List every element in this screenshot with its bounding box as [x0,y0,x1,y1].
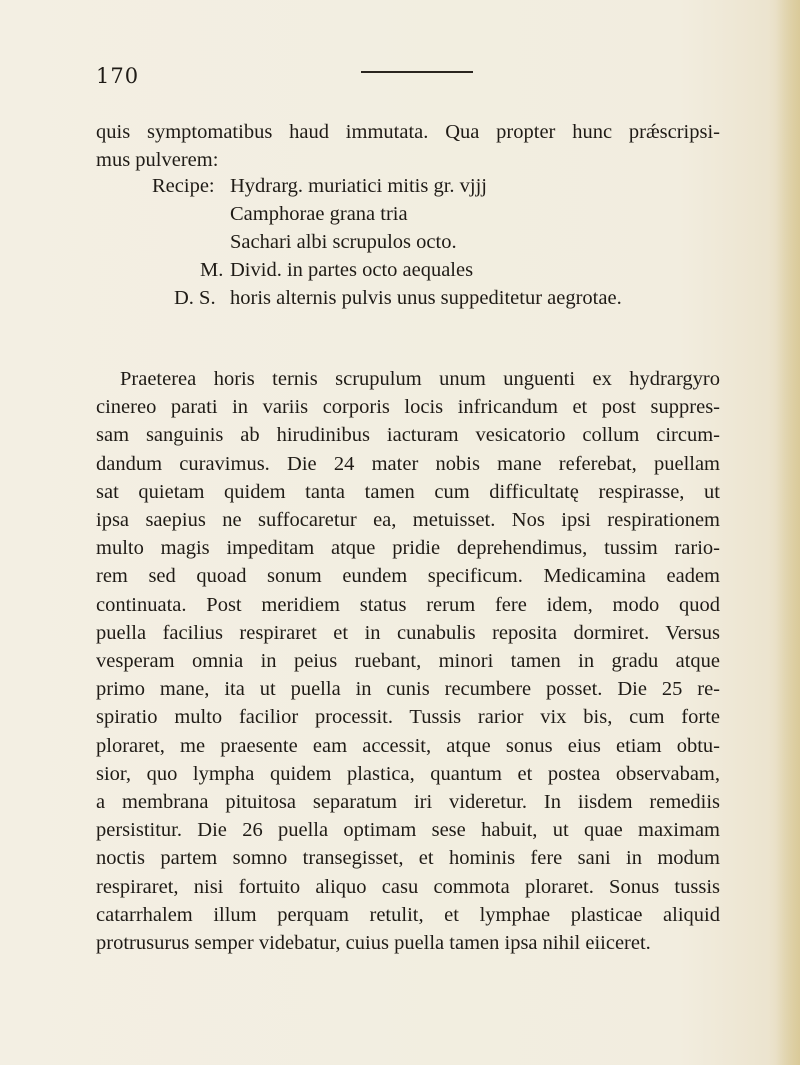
prescription-label: M. [200,259,224,281]
body-line: catarrhalem illum perquam retulit, et lymphae plasticae aliquid [96,903,720,926]
body-line: puella facilius respiraret et in cunabulis reposita dormiret. Versus [96,621,720,644]
header-rule [361,71,473,73]
prescription-text: Camphorae grana tria [230,203,408,225]
prescription-label: D. S. [174,287,216,309]
body-line: noctis partem somno transegisset, et hominis fere sani in modum [96,847,720,870]
intro-line: quis symptomatibus haud immutata. Qua propter hunc prǽscripsi- [96,121,720,143]
intro-line: mus pulverem: [96,149,219,171]
body-line: continuata. Post meridiem status rerum fere idem, modo quod [96,593,720,616]
prescription-text: horis alternis pulvis unus suppeditetur aegrotae. [230,287,622,309]
body-line: ipsa saepius ne suffocaretur ea, metuisset. Nos ipsi respirationem [96,509,720,532]
body-line: sam sanguinis ab hirudinibus iacturam vesicatorio collum circum- [96,424,720,447]
body-line: rem sed quoad sonum eundem specificum. Medicamina eadem [96,565,720,588]
body-line: persistitur. Die 26 puella optimam sese habuit, ut quae maximam [96,819,720,842]
body-line: ploraret, me praesente eam accessit, atque sonus eius etiam obtu- [96,734,720,757]
body-line: spiratio multo facilior processit. Tussis rarior vix bis, cum forte [96,706,720,729]
prescription-text: Sachari albi scrupulos octo. [230,231,457,253]
body-line: dandum curavimus. Die 24 mater nobis mane referebat, puellam [96,452,720,475]
prescription-text: Hydrarg. muriatici mitis gr. vjjj [230,175,487,197]
page-edge-shadow [776,0,800,1065]
body-paragraph [96,365,720,957]
body-line: primo mane, ita ut puella in cunis recumbere posset. Die 25 re- [96,678,720,701]
prescription-text: Divid. in partes octo aequales [230,259,474,281]
body-line: vesperam omnia in peius ruebant, minori tamen in gradu atque [96,650,720,673]
body-line: Praeterea horis ternis scrupulum unum unguenti ex hydrargyro [120,368,720,390]
intro-paragraph [96,118,720,174]
body-line: multo magis impeditam atque pridie deprehendimus, tussim rario- [96,537,720,560]
prescription-label: Recipe: [152,175,215,197]
body-line: respiraret, nisi fortuito aliquo casu commota ploraret. Sonus tussis [96,875,720,898]
body-line: sat quietam quidem tanta tamen cum difficultatę respirasse, ut [96,480,720,503]
body-line: a membrana pituitosa separatum iri videretur. In iisdem remediis [96,791,720,814]
body-line: protrusurus semper videbatur, cuius puella tamen ipsa nihil eiiceret. [96,932,651,955]
page-number: 170 [96,64,140,88]
body-line: cinereo parati in variis corporis locis infricandum et post suppres- [96,396,720,419]
body-line: sior, quo lympha quidem plastica, quantum et postea observabam, [96,762,720,785]
